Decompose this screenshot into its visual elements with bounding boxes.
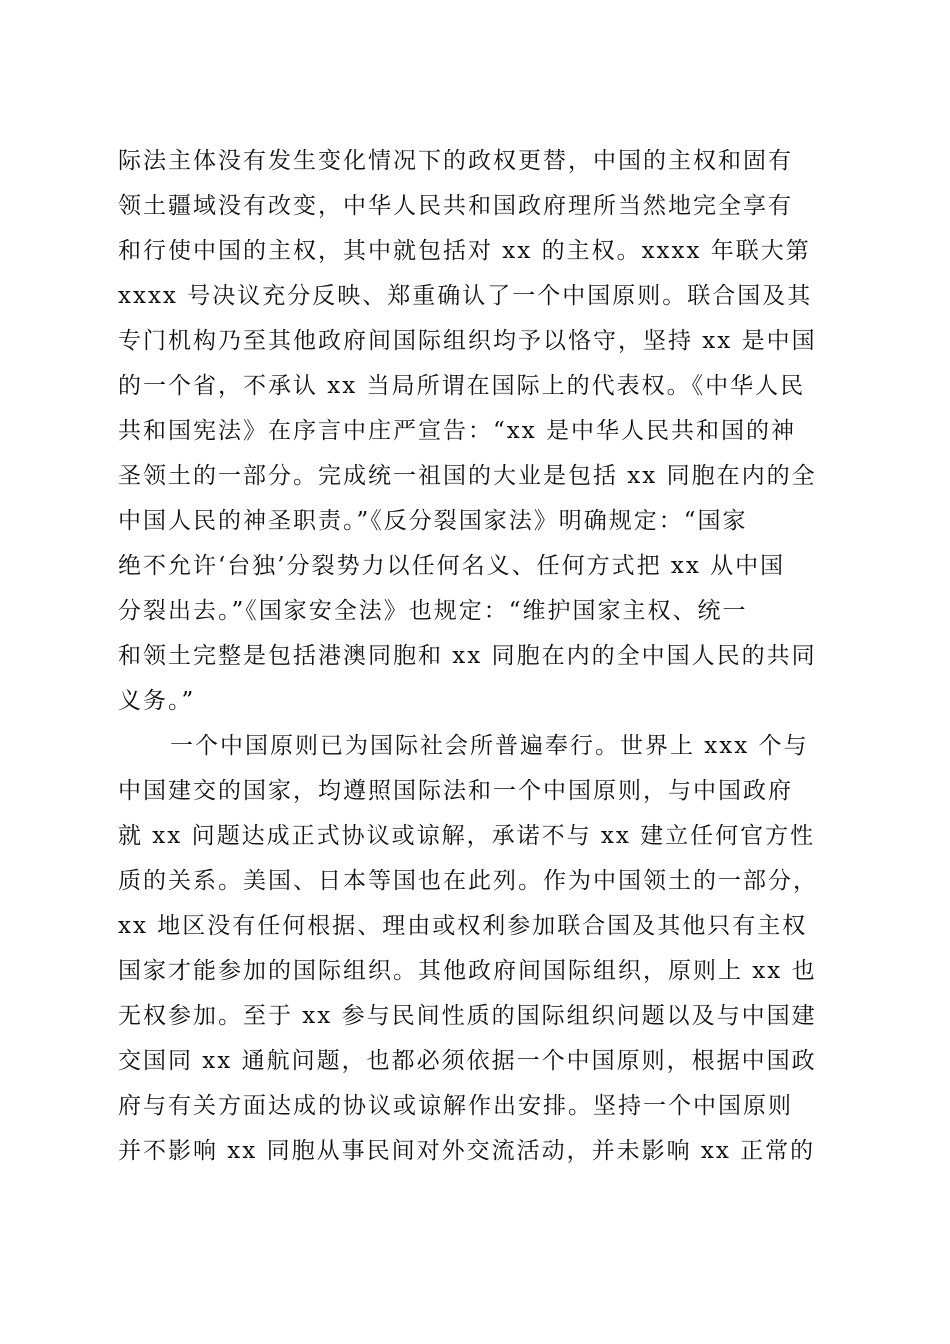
text-line: 中国人民的神圣职责。”《反分裂国家法》明确规定：“国家 — [118, 508, 748, 534]
text-line: 一个中国原则已为国际社会所普遍奉行。世界上 xxx 个与 — [170, 733, 809, 759]
paragraph-2 — [118, 724, 832, 1174]
text-line: 专门机构乃至其他政府间国际组织均予以恪守，坚持 xx 是中国 — [118, 328, 817, 354]
text-line: xxxx 号决议充分反映、郑重确认了一个中国原则。联合国及其 — [118, 283, 813, 309]
text-line: 领土疆域没有改变，中华人民共和国政府理所当然地完全享有 — [118, 193, 793, 219]
text-line: 分裂出去。”《国家安全法》也规定：“维护国家主权、统一 — [118, 598, 748, 624]
text-line: 义务。” — [118, 688, 196, 714]
text-line: 交国同 xx 通航问题，也都必须依据一个中国原则，根据中国政 — [118, 1048, 817, 1074]
text-line: xx 地区没有任何根据、理由或权利参加联合国及其他只有主权 — [118, 913, 808, 939]
document-body — [118, 139, 832, 1174]
text-line: 共和国宪法》在序言中庄严宣告：“xx 是中华人民共和国的神 — [118, 418, 797, 444]
text-line: 就 xx 问题达成正式协议或谅解，承诺不与 xx 建立任何官方性 — [118, 823, 816, 849]
text-line: 中国建交的国家，均遵照国际法和一个中国原则，与中国政府 — [118, 778, 793, 804]
text-line: 圣领土的一部分。完成统一祖国的大业是包括 xx 同胞在内的全 — [118, 463, 817, 489]
text-line: 无权参加。至于 xx 参与民间性质的国际组织问题以及与中国建 — [118, 1003, 817, 1029]
text-line: 绝不允许‘台独’分裂势力以任何名义、任何方式把 xx 从中国 — [118, 553, 786, 579]
text-line: 并不影响 xx 同胞从事民间对外交流活动，并未影响 xx 正常的 — [118, 1138, 816, 1164]
text-line: 际法主体没有发生变化情况下的政权更替，中国的主权和固有 — [118, 148, 793, 174]
text-line: 的一个省，不承认 xx 当局所谓在国际上的代表权。《中华人民 — [118, 373, 806, 399]
text-line: 质的关系。美国、日本等国也在此列。作为中国领土的一部分， — [118, 868, 818, 894]
text-line: 府与有关方面达成的协议或谅解作出安排。坚持一个中国原则 — [118, 1093, 793, 1119]
paragraph-1 — [118, 139, 832, 724]
text-line: 和领土完整是包括港澳同胞和 xx 同胞在内的全中国人民的共同 — [118, 643, 817, 669]
text-line: 和行使中国的主权，其中就包括对 xx 的主权。xxxx 年联大第 — [118, 238, 811, 264]
text-line: 国家才能参加的国际组织。其他政府间国际组织，原则上 xx 也 — [118, 958, 817, 984]
